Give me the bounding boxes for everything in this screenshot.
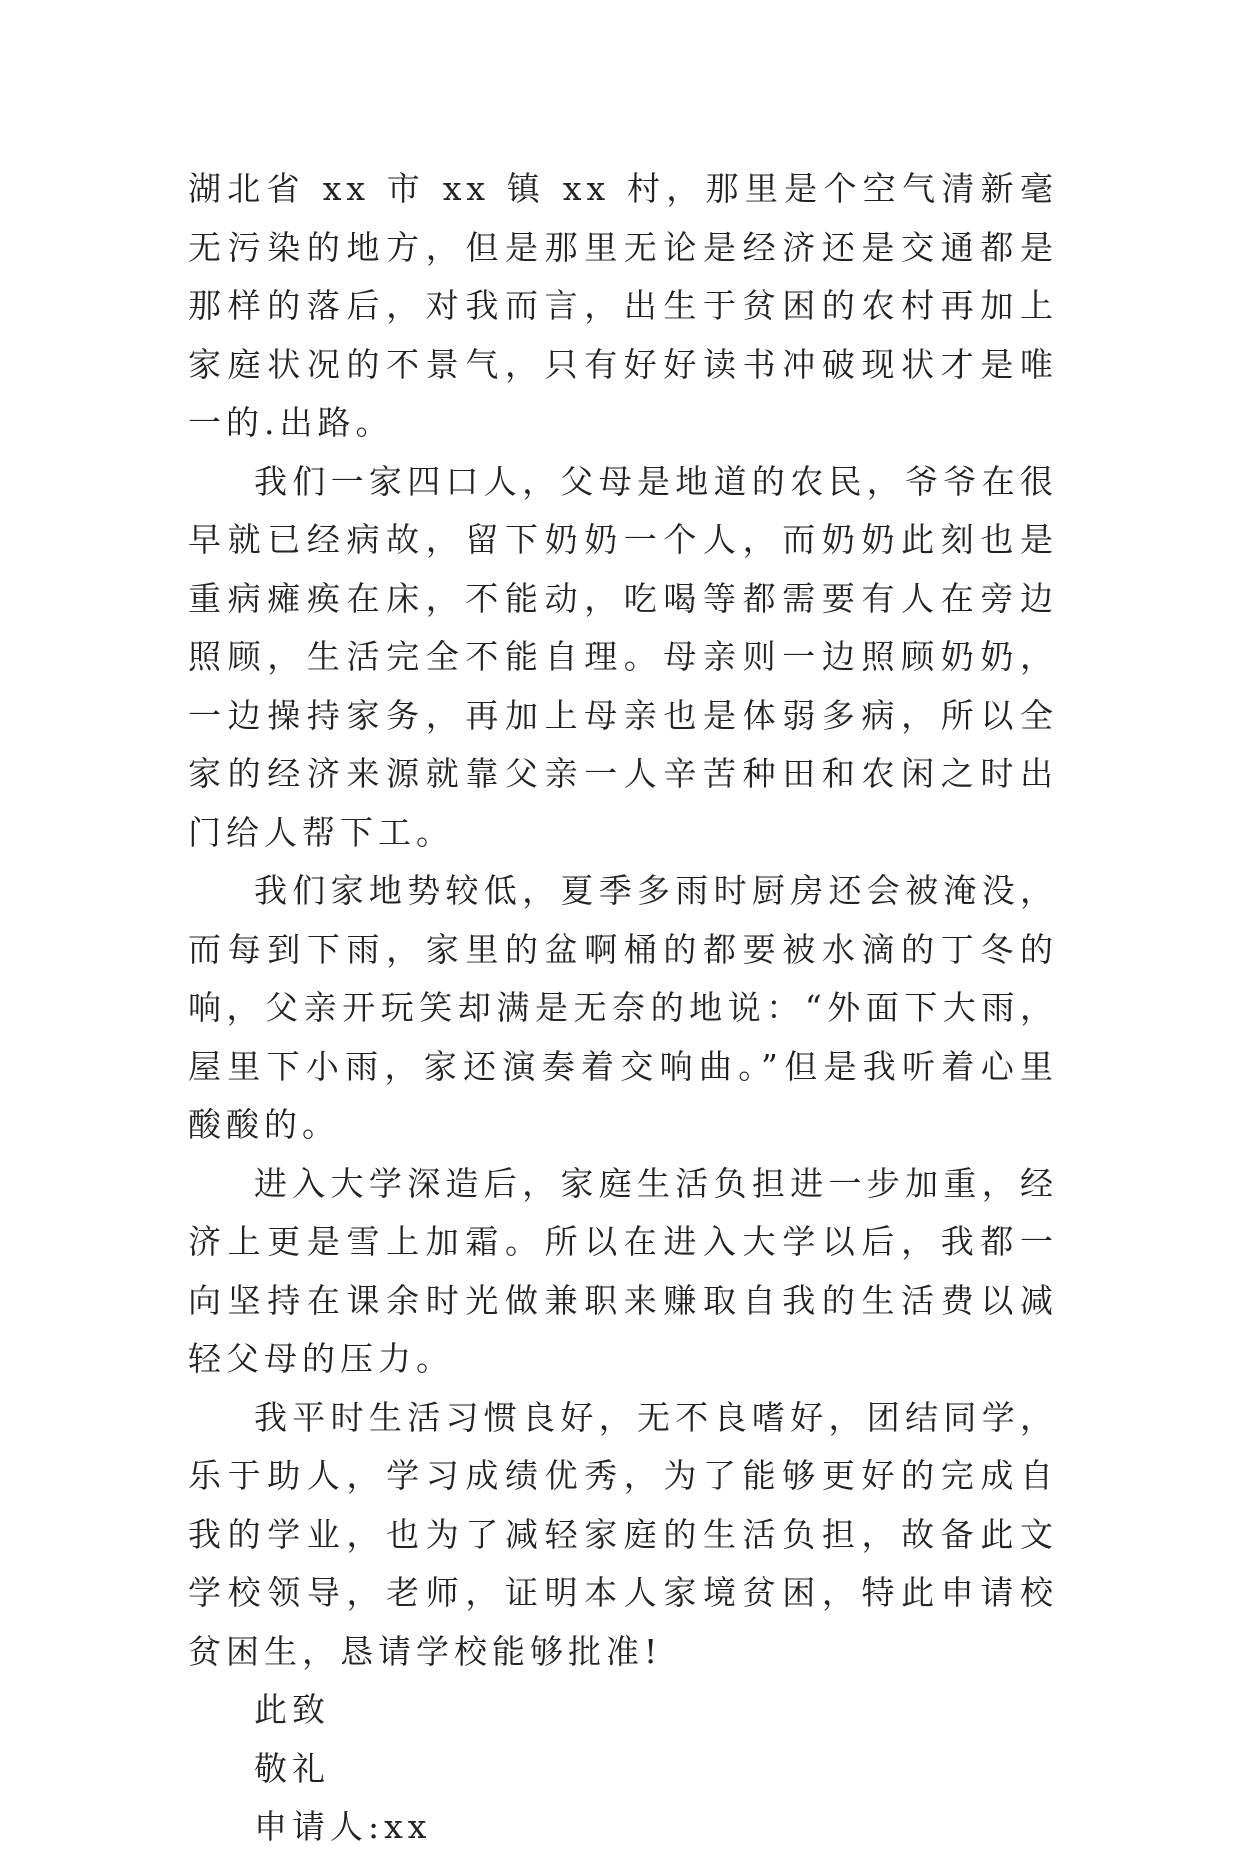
letter-body [188, 160, 1058, 1857]
signature: 申请人:xx [254, 1807, 432, 1846]
paragraph-intro: 湖北省 xx 市 xx 镇 xx 村，那里是个空气清新毫无污染的地方，但是那里无论是经济还是交通都是那样的落后，对我而言，出生于贫困的农村再加上家庭状况的不景气，只有好好读书冲破现状才是唯一的.出路。 [188, 169, 1058, 442]
closing-salutation-1: 此致 [254, 1690, 330, 1729]
paragraph-request: 我平时生活习惯良好，无不良嗜好，团结同学，乐于助人，学习成绩优秀，为了能够更好的完成自我的学业，也为了减轻家庭的生活负担，故备此文学校领导，老师，证明本人家境贫困，特此申请校贫困生，恳请学校能够批准! [188, 1397, 1058, 1671]
paragraph-university: 进入大学深造后，家庭生活负担进一步加重，经济上更是雪上加霜。所以在进入大学以后，我都一向坚持在课余时光做兼职来赚取自我的生活费以减轻父母的压力。 [188, 1163, 1058, 1378]
paragraph-home: 我们家地势较低，夏季多雨时厨房还会被淹没，而每到下雨，家里的盆啊桶的都要被水滴的丁冬的响，父亲开玩笑却满是无奈的地说：“外面下大雨，屋里下小雨，家还演奏着交响曲。”但是我听着心里酸酸的。 [188, 871, 1058, 1144]
closing-salutation-2: 敬礼 [254, 1748, 330, 1788]
paragraph-family: 我们一家四口人，父母是地道的农民，爷爷在很早就已经病故，留下奶奶一个人，而奶奶此刻也是重病瘫痪在床，不能动，吃喝等都需要有人在旁边照顾，生活完全不能自理。母亲则一边照顾奶奶，一边操持家务，再加上母亲也是体弱多病，所以全家的经济来源就靠父亲一人辛苦种田和农闲之时出门给人帮下工。 [188, 461, 1058, 852]
